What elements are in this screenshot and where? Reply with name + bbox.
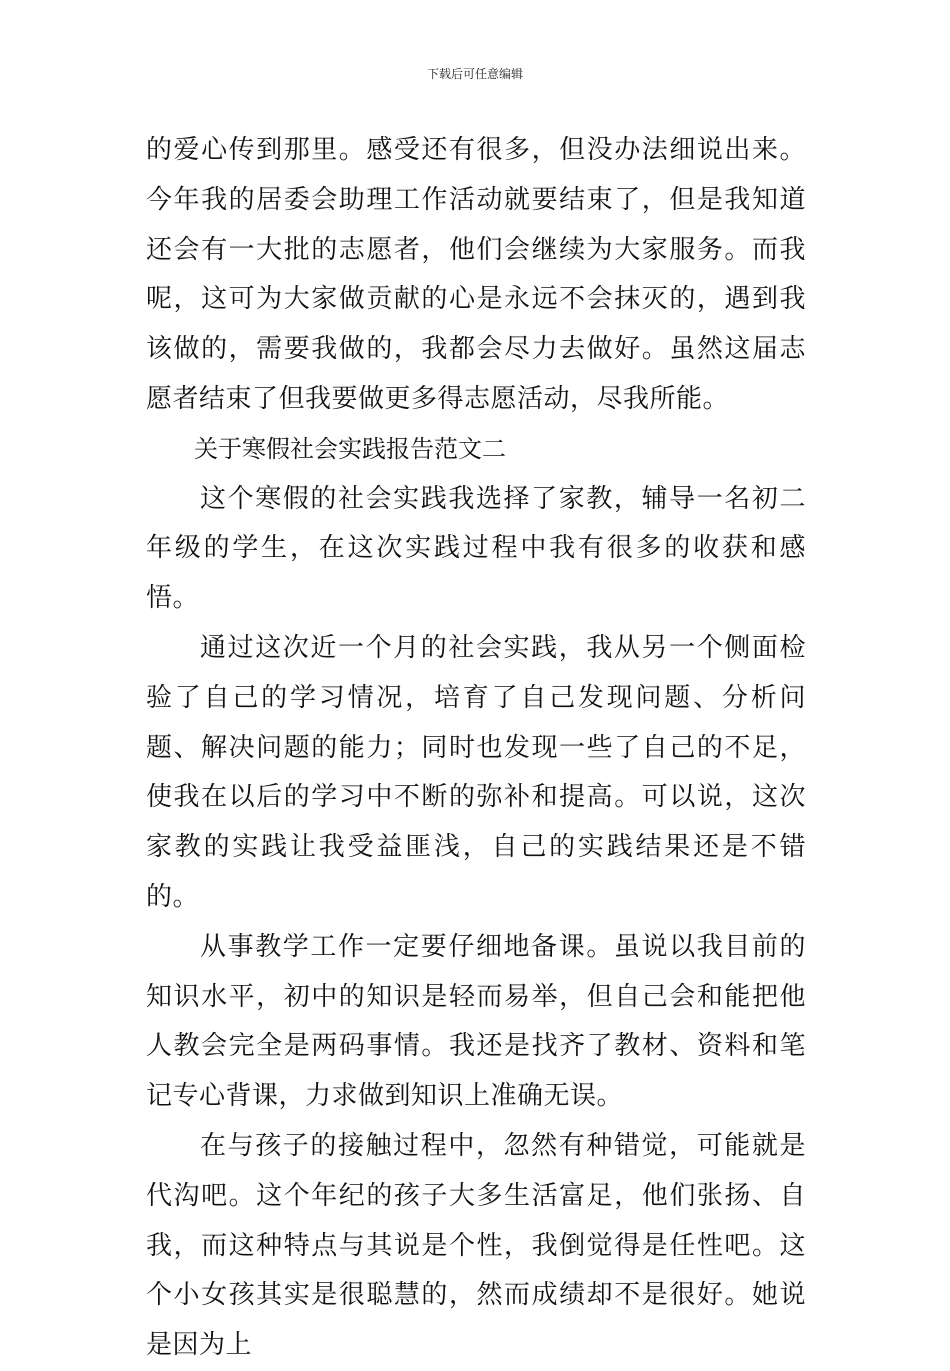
paragraph: 通过这次近一个月的社会实践，我从另一个侧面检验了自己的学习情况，培育了自己发现问题、分析问题、解决问题的能力；同时也发现一些了自己的不足，使我在以后的学习中不断的弥补和提高。可以说，这次家教的实践让我受益匪浅，自己的实践结果还是不错的。 <box>146 632 806 912</box>
paragraph: 在与孩子的接触过程中，忽然有种错觉，可能就是代沟吧。这个年纪的孩子大多生活富足，他们张扬、自我，而这种特点与其说是个性，我倒觉得是任性吧。这个小女孩其实是很聪慧的，然而成绩却不是很好。她说是因为上 <box>146 1130 806 1361</box>
paragraph: 从事教学工作一定要仔细地备课。虽说以我目前的知识水平，初中的知识是轻而易举，但自己会和能把他人教会完全是两码事情。我还是找齐了教材、资料和笔记专心背课，力求做到知识上准确无误。 <box>146 931 806 1112</box>
paragraph-continuation: 的爱心传到那里。感受还有很多，但没办法细说出来。今年我的居委会助理工作活动就要结束了，但是我知道还会有一大批的志愿者，他们会继续为大家服务。而我呢，这可为大家做贡献的心是永远不会抹灭的，遇到我该做的，需要我做的，我都会尽力去做好。虽然这届志愿者结束了但我要做更多得志愿活动，尽我所能。 <box>146 135 806 414</box>
paragraph: 这个寒假的社会实践我选择了家教，辅导一名初二年级的学生，在这次实践过程中我有很多的收获和感悟。 <box>146 483 806 614</box>
document-body <box>146 126 806 1371</box>
section-heading: 关于寒假社会实践报告范文二 <box>194 434 506 463</box>
page-header-caption: 下载后可任意编辑 <box>426 67 523 81</box>
